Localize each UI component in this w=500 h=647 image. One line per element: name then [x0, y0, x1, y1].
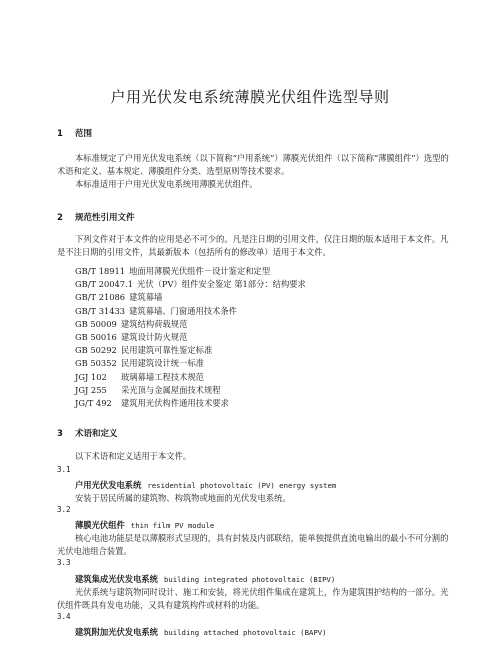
reference-code: GB 50016 [75, 332, 117, 343]
section-title: 范围 [75, 129, 93, 139]
list-item [75, 384, 306, 397]
term-number: 3.1 [57, 465, 71, 474]
term-number: 3.3 [57, 558, 71, 567]
section-2-heading [57, 211, 135, 223]
list-item [75, 331, 306, 344]
term-name-en: residential photovoltaic (PV) energy system [147, 481, 337, 490]
list-item [75, 265, 306, 278]
paragraph: 本标准适用于户用光伏发电系统用薄膜光伏组件。 [75, 179, 258, 189]
reference-name: 民用建筑可靠性鉴定标准 [121, 345, 213, 356]
reference-list [75, 265, 306, 410]
reference-name: 玻璃幕墙工程技术规范 [121, 371, 204, 382]
term-name-en: thin film PV module [130, 521, 215, 530]
section-title: 术语和定义 [75, 429, 118, 439]
reference-name: 建筑幕墙、门窗通用技术条件 [129, 305, 237, 316]
reference-name: 建筑设计防火规范 [121, 332, 188, 343]
reference-code: GB 50352 [75, 358, 117, 369]
reference-name: 民用建筑设计统一标准 [121, 358, 204, 369]
list-item [75, 371, 306, 384]
section-3-heading [57, 427, 118, 439]
list-item [75, 305, 306, 318]
reference-code: GB 50292 [75, 345, 117, 356]
term-name-zh: 建筑集成光伏发电系统 [75, 574, 158, 584]
paragraph: 本标准规定了户用光伏发电系统（以下简称“户用系统”）薄膜光伏组件（以下简称“薄膜组件”）选型的术语和定义、基本规定、薄膜组件分类、选型原则等技术要求。 [57, 153, 449, 176]
section-number: 2 [57, 213, 63, 223]
term-name-en: building attached photovoltaic (BAPV) [163, 628, 327, 637]
reference-code: GB/T 31433 [75, 305, 126, 316]
reference-name: 地面用薄膜光伏组件－设计鉴定和定型 [129, 266, 271, 276]
list-item [75, 357, 306, 370]
reference-code: GB/T 21086 [75, 292, 126, 303]
list-item [75, 318, 306, 331]
reference-name: 建筑幕墙 [129, 292, 163, 303]
term-name-zh: 薄膜光伏组件 [75, 520, 125, 530]
term-name-zh: 户用光伏发电系统 [75, 480, 142, 490]
section-number: 3 [57, 429, 63, 439]
term-definition [57, 532, 450, 558]
term-definition [57, 492, 450, 505]
reference-name: 建筑用光伏构件通用技术要求 [121, 398, 229, 409]
reference-code: JGJ 255 [75, 384, 107, 395]
list-item [75, 291, 306, 304]
reference-name: 光伏（PV）组件安全鉴定 第1部分：结构要求 [137, 279, 306, 290]
paragraph: 以下术语和定义适用于本文件。 [75, 451, 192, 461]
term-number: 3.4 [57, 612, 71, 621]
reference-code: JGJ 102 [75, 371, 107, 382]
section-1-heading [57, 127, 92, 139]
list-item [75, 397, 306, 410]
section-1-body [57, 152, 450, 191]
term-heading [75, 519, 214, 531]
reference-code: JG/T 492 [75, 398, 112, 409]
section-3-intro [57, 450, 450, 463]
definition-text: 安装于居民所属的建筑物、构筑物或地面的光伏发电系统。 [75, 493, 291, 503]
paragraph: 下列文件对于本文件的应用是必不可少的。凡是注日期的引用文件，仅注日期的版本适用于本文件。凡是不注日期的引用文件，其最新版本（包括所有的修改单）适用于本文件。 [57, 234, 449, 257]
document-title: 户用光伏发电系统薄膜光伏组件选型导则 [110, 88, 390, 106]
term-definition [57, 586, 450, 612]
definition-text: 核心电池功能层是以薄膜形式呈现的，具有封装及内部联结，能单独提供直流电输出的最小不可分割的光伏电池组合装置。 [57, 533, 449, 556]
reference-code: GB 50009 [75, 318, 117, 329]
term-name-zh: 建筑附加光伏发电系统 [75, 627, 158, 637]
term-heading [75, 479, 336, 491]
term-heading [75, 573, 335, 585]
list-item [75, 278, 306, 291]
list-item [75, 344, 306, 357]
reference-code: GB/T 18911 [75, 266, 126, 276]
section-number: 1 [57, 129, 63, 139]
term-number: 3.2 [57, 505, 71, 514]
section-2-intro [57, 233, 450, 259]
term-heading [75, 626, 327, 638]
reference-name: 建筑结构荷载规范 [121, 318, 188, 329]
section-title: 规范性引用文件 [75, 213, 135, 223]
reference-name: 采光顶与金属屋面技术规程 [121, 384, 221, 395]
reference-code: GB/T 20047.1 [75, 279, 134, 290]
definition-text: 光伏系统与建筑物同时设计、施工和安装，将光伏组件集成在建筑上，作为建筑围护结构的一部分。光伏组件既具有发电功能，又具有建筑构件或材料的功能。 [57, 587, 449, 610]
term-name-en: building integrated photovoltaic (BIPV) [163, 575, 336, 584]
